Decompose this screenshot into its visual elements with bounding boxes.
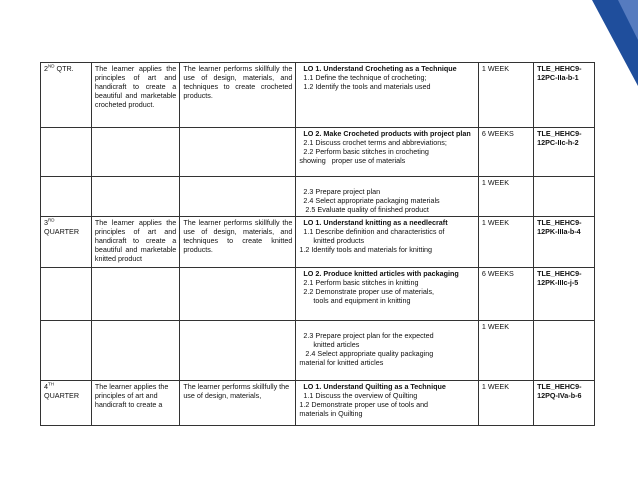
learning-outcome-cell: 2.3 Prepare project plan for the expected knitted articles 2.4 Select appropriate quality packaging material for knitted articles [296, 321, 478, 381]
code-cell: TLE_HEHC9-12PC-IIc-h-2 [534, 128, 595, 177]
code-cell: TLE_HEHC9-12PQ-IVa-b-6 [534, 381, 595, 426]
table-row [41, 217, 595, 268]
table-row [41, 177, 595, 217]
learning-outcome-cell: LO 2. Make Crocheted products with project plan 2.1 Discuss crochet terms and abbreviations; 2.2 Perform basic stitches in crocheting showing proper use of materials [296, 128, 478, 177]
learning-outcome-cell: LO 1. Understand Quilting as a Technique 1.1 Discuss the overview of Quilting 1.2 Demonstrate proper use of tools and materials in Quilting [296, 381, 478, 426]
learning-outcome-cell: LO 1. Understand knitting as a needlecraft 1.1 Describe definition and characteristics of knitted products 1.2 Identify tools and materials for knitting [296, 217, 478, 268]
code-cell: TLE_HEHC9-12PK-IIIa-b-4 [534, 217, 595, 268]
quarter-cell: 4TH QUARTER [41, 381, 92, 426]
table-row [41, 321, 595, 381]
learning-outcome-cell: 2.3 Prepare project plan 2.4 Select appropriate packaging materials 2.5 Evaluate quality of finished product [296, 177, 478, 217]
table-row [41, 268, 595, 321]
content-standard-cell: The learner applies the principles of art and handicraft to create a beautiful and marketable knitted product [91, 217, 179, 268]
duration-cell: 1 WEEK [478, 177, 533, 217]
content-standard-cell: The learner applies the principles of art and handicraft to create a beautiful and marketable crocheted product. [91, 63, 179, 128]
table-row [41, 128, 595, 177]
duration-cell: 6 WEEKS [478, 268, 533, 321]
learning-outcome-cell: LO 2. Produce knitted articles with packaging 2.1 Perform basic stitches in knitting 2.2 Demonstrate proper use of materials, tools and equipment in knitting [296, 268, 478, 321]
code-cell: TLE_HEHC9-12PK-IIIc-j-5 [534, 268, 595, 321]
duration-cell: 1 WEEK [478, 63, 533, 128]
duration-cell: 1 WEEK [478, 381, 533, 426]
performance-standard-cell: The learner performs skillfully the use of design, materials, and techniques to create knitted products. [180, 217, 296, 268]
performance-standard-cell: The learner performs skillfully the use of design, materials, [180, 381, 296, 426]
duration-cell: 1 WEEK [478, 321, 533, 381]
table-row [41, 381, 595, 426]
quarter-cell: 2ND QTR. [41, 63, 92, 128]
code-cell: TLE_HEHC9-12PC-IIa-b-1 [534, 63, 595, 128]
learning-outcome-cell: LO 1. Understand Crocheting as a Technique 1.1 Define the technique of crocheting; 1.2 Identify the tools and materials used [296, 63, 478, 128]
duration-cell: 6 WEEKS [478, 128, 533, 177]
page-number: 470 [600, 40, 613, 49]
quarter-cell: 3RD QUARTER [41, 217, 92, 268]
table-row [41, 63, 595, 128]
duration-cell: 1 WEEK [478, 217, 533, 268]
content-standard-cell: The learner applies the principles of art and handicraft to create a [91, 381, 179, 426]
performance-standard-cell: The learner performs skillfully the use of design, materials, and techniques to create crocheted products. [180, 63, 296, 128]
curriculum-table [40, 62, 595, 426]
